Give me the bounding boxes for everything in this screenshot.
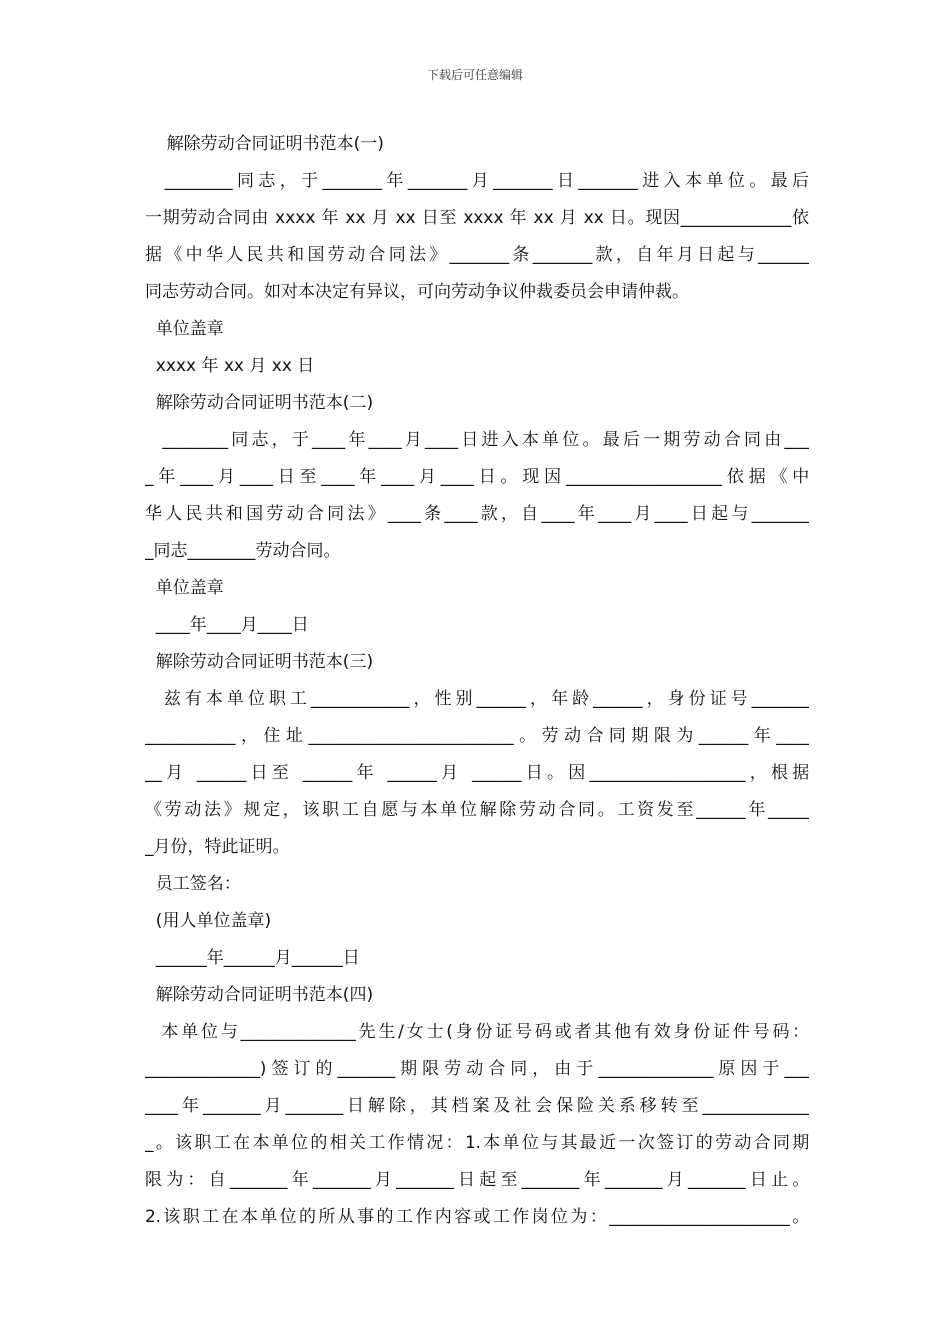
paragraph-line: 同志劳动合同。如对本决定有异议，可向劳动争议仲裁委员会申请仲裁。 xyxy=(145,282,689,302)
section-title: 解除劳动合同证明书范本(一) xyxy=(145,134,384,154)
section-title: 解除劳动合同证明书范本(二) xyxy=(145,393,374,413)
paragraph-line: 2.该职工在本单位的所从事的工作内容或工作岗位为：______________________。 xyxy=(145,1207,809,1227)
page-header: 下载后可任意编辑 xyxy=(426,68,523,82)
document-body xyxy=(145,126,809,1236)
paragraph-line: ____年_______月_______日解除，其档案及社会保险关系移转至_____________ xyxy=(145,1096,809,1116)
seal-label: 单位盖章 xyxy=(145,319,224,339)
date-line: ______年______月______日 xyxy=(145,948,360,968)
paragraph-line: 限为：自_______年_______月_______日起至_______年_______月_______日止。 xyxy=(145,1170,809,1190)
paragraph-line: ________同志，于_______年_______月_______日_______进入本单位。最后 xyxy=(145,171,809,191)
section-title: 解除劳动合同证明书范本(四) xyxy=(145,985,374,1005)
paragraph-line: 据《中华人民共和国劳动合同法》_______条_______款，自年月日起与______ xyxy=(145,245,809,265)
seal-label: 单位盖章 xyxy=(145,578,224,598)
paragraph-line: _年____月____日至____年____月____日。现因___________________依据《中 xyxy=(145,467,809,487)
date-line: ____年____月____日 xyxy=(145,615,309,635)
paragraph-line: __月 ______日至 ______年 ______月 ______日。因___________________，根据 xyxy=(145,763,809,783)
section-title: 解除劳动合同证明书范本(三) xyxy=(145,652,374,672)
paragraph-line: 一期劳动合同由 xxxx 年 xx 月 xx 日至 xxxx 年 xx 月 xx 日。现因_____________依 xyxy=(145,208,809,228)
paragraph-line: 兹有本单位职工____________，性别______，年龄______，身份证号_______ xyxy=(145,689,809,709)
paragraph-line: ________同志，于____年____月____日进入本单位。最后一期劳动合同由___ xyxy=(145,430,809,450)
paragraph-line: _月份，特此证明。 xyxy=(145,837,290,857)
seal-label: (用人单位盖章) xyxy=(145,911,272,931)
date-line: xxxx 年 xx 月 xx 日 xyxy=(145,356,315,376)
paragraph-line: ___________，住址_________________________。劳动合同期限为______年____ xyxy=(145,726,809,746)
paragraph-line: 华人民共和国劳动合同法》____条____款，自____年____月____日起与_______ xyxy=(145,504,809,524)
paragraph-line: _同志________劳动合同。 xyxy=(145,541,341,561)
paragraph-line: _。该职工在本单位的相关工作情况：1.本单位与其最近一次签订的劳动合同期 xyxy=(145,1133,809,1153)
paragraph-line: 《劳动法》规定，该职工自愿与本单位解除劳动合同。工资发至______年_____ xyxy=(145,800,809,820)
paragraph-line: ______________)签订的_______期限劳动合同，由于______________原因于___ xyxy=(145,1059,809,1079)
signature-label: 员工签名： xyxy=(145,874,241,894)
paragraph-line: 本单位与______________先生/女士(身份证号码或者其他有效身份证件号码： xyxy=(145,1022,809,1042)
